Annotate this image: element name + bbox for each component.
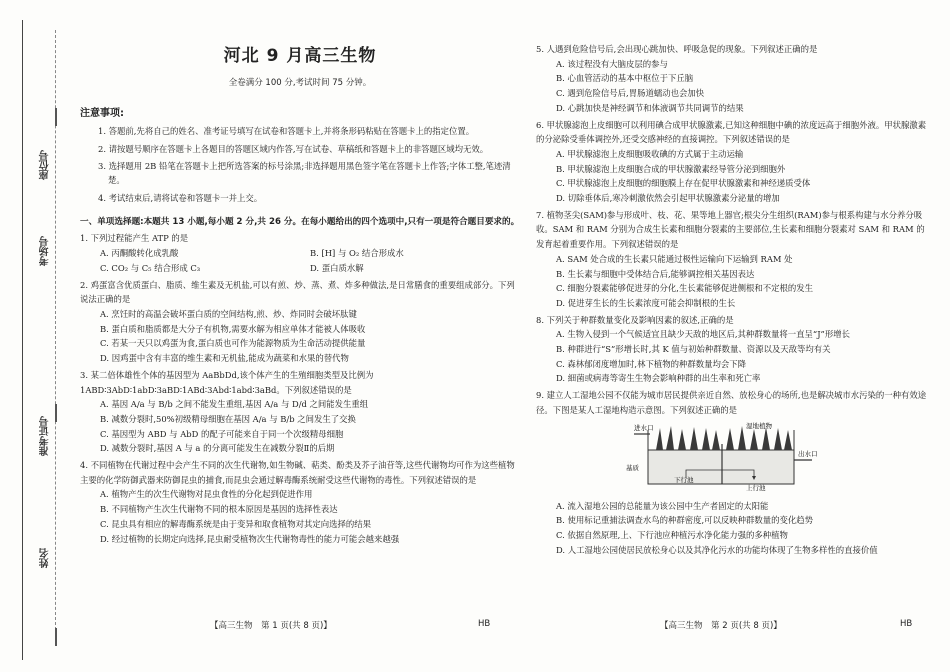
option-b: B. [H] 与 O₂ 结合形成水 (310, 248, 404, 259)
option-c: C. CO₂ 与 C₅ 结合形成 C₃ (100, 262, 201, 273)
notice-heading: 注意事项: (80, 107, 124, 119)
question-5 (536, 42, 928, 116)
option-c: C. 甲状腺滤泡上皮细胞的细胞膜上存在促甲状腺激素和神经递质受体 (556, 178, 811, 189)
section-heading: 一、单项选择题:本题共 13 小题,每小题 2 分,共 26 分。在每小题给出的四个选项中,只有一项是符合题目要求的。 (80, 216, 520, 227)
option-d: D. 人工湿地公园使居民放松身心以及其净化污水的功能均体现了生物多样性的直接价值 (556, 544, 878, 555)
page-2-footer-code: HB (900, 619, 913, 629)
question-stem: 8. 下列关于种群数量变化及影响因素的叙述,正确的是 (536, 314, 734, 325)
option-c: C. 基因型为 ABD 与 AbD 的配子可能来自于同一个次级精母细胞 (100, 428, 344, 439)
option-d: D. 心跳加快是神经调节和体液调节共同调节的结果 (556, 102, 744, 113)
option-b: B. 不同植物产生次生代谢物不同的根本原因是基因的选择性表达 (100, 504, 338, 515)
notice-item: 3. 选择题用 2B 铅笔在答题卡上把所选答案的标号涂黑;非选择题用黑色签字笔在答题卡上作答;字体工整,笔迹清楚。 (98, 161, 511, 186)
question-9 (536, 388, 928, 557)
option-c: C. 依据自然原理,上、下行池应种植污水净化能力强的多种植物 (556, 530, 788, 541)
question-2 (80, 278, 520, 366)
plant-label: 湿地植物 (746, 421, 772, 430)
option-a: A. 丙酮酸转化成乳酸 (100, 248, 179, 259)
option-b: B. 蛋白质和脂质都是大分子有机物,需要水解为相应单体才能被人体吸收 (100, 323, 366, 334)
option-a: A. 流入湿地公园的总能量为该公园中生产者固定的太阳能 (556, 500, 769, 511)
option-d: D. 細菌或病毒等寄生生物会影响种群的出生率和死亡率 (556, 373, 761, 384)
option-b: B. 甲状腺滤泡上皮细胞合成的甲状腺激素经导管分泌到细胞外 (556, 163, 786, 174)
question-stem: 5. 人遇到危险信号后,会出现心跳加快、呼吸急促的现象。下列叙述正确的是 (536, 44, 818, 54)
option-c: C. 森林郁闭度增加时,林下植物的种群数量均会下降 (556, 358, 746, 369)
footer-page-info: 【高三生物 第 2 页(共 8 页)】 (660, 621, 782, 631)
question-6 (536, 118, 928, 206)
up-pool-label: 上行池 (746, 483, 766, 492)
substrate-bed (648, 450, 794, 484)
option-a: A. 基因 A/a 与 B/b 之间不能发生重组,基因 A/a 与 D/d 之间能发生重组 (100, 399, 369, 410)
exam-title: 河北 9 月高三生物 (223, 46, 377, 66)
option-c: C. 若某一天只以鸡蛋为食,蛋白质也可作为能源物质为生命活动提供能量 (100, 338, 366, 349)
option-b: B. 种群进行“S”形增长时,其 K 值与初始种群数量、资源以及天敌等均有关 (556, 344, 831, 355)
option-a: A. 植物产生的次生代谢物对昆虫食性的分化起到促进作用 (100, 489, 313, 500)
question-stem: 3. 某二倍体雄性个体的基因型为 AaBbDd,该个体产生的生殖细胞类型及比例为 1ABD∶3AbD∶1abD∶3aBD∶1ABd∶3Abd∶1abd∶3aBd。下列叙述错误的是 (80, 369, 374, 395)
option-d: D. 切除垂体后,寒冷刺激依然会引起甲状腺激素分泌量的增加 (556, 193, 780, 204)
question-stem: 9. 建立人工湿地公园不仅能为城市居民提供亲近自然、放松身心的场所,也是解决城市水污染的一种有效途径。下图是某人工湿地构造示意图。下列叙述正确的是 (536, 390, 927, 415)
option-d: D. 促进芽生长的生长素浓度可能会抑制根的生长 (556, 297, 736, 308)
page-2 (536, 40, 928, 558)
sidebar-rule (22, 20, 23, 660)
option-a: A. SAM 处合成的生长素只能通过极性运输向下运输到 RAM 处 (556, 253, 793, 264)
exam-subtitle: 全卷满分 100 分,考试时间 75 分钟。 (228, 77, 372, 88)
question-3 (80, 368, 520, 456)
page-1-footer-code: HB (478, 619, 491, 629)
option-d: D. 减数分裂时,基因 A 与 a 的分离可能发生在减数分裂Ⅱ的后期 (100, 443, 335, 454)
inlet-label: 进水口 (634, 423, 654, 432)
seat-number-label: 座位号 (40, 150, 51, 180)
question-1 (80, 231, 520, 275)
question-4 (80, 458, 520, 546)
cut-mark (55, 628, 57, 646)
footer-page-info: 【高三生物 第 1 页(共 8 页)】 (210, 621, 332, 631)
question-stem: 7. 植物茎尖(SAM)参与形成叶、枝、花、果等地上器官;根尖分生组织(RAM)参与根系构建与水分养分吸收。SAM 和 RAM 分别为合成生长素和细胞分裂素的主要部位,生长素和细胞分裂素对 SAM 和 RAM 的发育起着重要作用。下列叙述错误的是 (536, 209, 925, 250)
option-c: C. 昆虫具有相应的解毒酶系统是由于变异和取食植物对其定向选择的结果 (100, 518, 372, 529)
option-row (80, 261, 520, 276)
option-a: A. 甲状腺滤泡上皮细胞吸收碘的方式属于主动运输 (556, 148, 744, 159)
substrate-label: 基质 (626, 463, 639, 472)
wetland-figure (626, 420, 826, 494)
cut-mark (55, 108, 57, 126)
binding-sidebar (0, 0, 66, 672)
option-a: A. 生物入侵到一个气候适宜且缺少天敌的地区后,其种群数量将一直呈“J”形增长 (556, 329, 850, 340)
down-pool-label: 下行池 (674, 475, 694, 484)
admission-ticket-label: 准考证号 (40, 416, 51, 456)
option-c: C. 遇到危险信号后,胃肠道蠕动也会加快 (556, 88, 705, 99)
option-a: A. 该过程没有大脑皮层的参与 (556, 58, 668, 69)
question-stem: 4. 不同植物在代谢过程中会产生不同的次生代谢物,如生物碱、萜类、酚类及芥子油苷等,这些代谢物均可作为这些植物主要的化学防御武器来防御昆虫的捕食,而昆虫会通过解毒酶系统耐受这些代谢物的毒性。下列叙述错误的是 (80, 460, 515, 485)
cut-mark (55, 404, 57, 422)
question-8 (536, 313, 928, 387)
question-stem: 2. 鸡蛋富含优质蛋白、脂质、维生素及无机盐,可以有煎、炒、蒸、煮、炸多种做法,是日常膳食的重要组成部分。下列说法正确的是 (80, 279, 515, 305)
outlet-label: 出水口 (798, 449, 818, 458)
name-label: 姓名 (40, 548, 51, 568)
question-7 (536, 208, 928, 311)
page-1-footer (210, 619, 332, 631)
notice-item: 2. 请按题号顺序在答题卡上各题目的答题区域内作答,写在试卷、草稿纸和答题卡上的非答题区域均无效。 (98, 143, 489, 154)
notice-item: 4. 考试结束后,请将试卷和答题卡一并上交。 (98, 192, 263, 203)
option-b: B. 使用标记重捕法调查水鸟的种群密度,可以反映种群数量的变化趋势 (556, 515, 814, 526)
option-b: B. 减数分裂时,50%初级精母细胞在基因 A/a 与 B/b 之间发生了交换 (100, 413, 356, 424)
option-d: D. 经过植物的长期定向选择,昆虫耐受植物次生代谢物毒性的能力可能会越来越强 (100, 533, 400, 544)
question-stem: 1. 下列过程能产生 ATP 的是 (80, 233, 189, 244)
option-row (80, 246, 520, 261)
page-2-footer (660, 619, 782, 631)
option-c: C. 细胞分裂素能够促进芽的分化,生长素能够促进侧根和不定根的发生 (556, 283, 813, 294)
option-a: A. 烹饪时的高温会破坏蛋白质的空间结构,煎、炒、炸同时会破坏肽键 (100, 308, 357, 319)
option-b: B. 生长素与细胞中受体结合后,能够调控相关基因表达 (556, 268, 755, 279)
exam-room-label: 考场号 (40, 236, 51, 266)
wetland-diagram (626, 420, 928, 497)
option-d: D. 因鸡蛋中含有丰富的维生素和无机盐,能成为蔬菜和水果的替代物 (100, 353, 349, 364)
question-stem: 6. 甲状腺滤泡上皮细胞可以利用碘合成甲状腺激素,已知这种细胞中碘的浓度远高于细胞外液。甲状腺激素的分泌除受垂体调控外,还受交感神经的直接调控。下列叙述错误的是 (536, 119, 927, 145)
notice-item: 1. 答题前,先将自己的姓名、准考证号填写在试卷和答题卡上,并将条形码粘贴在答题卡上的指定位置。 (98, 126, 475, 137)
page-1 (80, 0, 520, 546)
option-b: B. 心血管活动的基本中枢位于下丘脑 (556, 73, 694, 84)
option-d: D. 蛋白质水解 (310, 262, 364, 273)
